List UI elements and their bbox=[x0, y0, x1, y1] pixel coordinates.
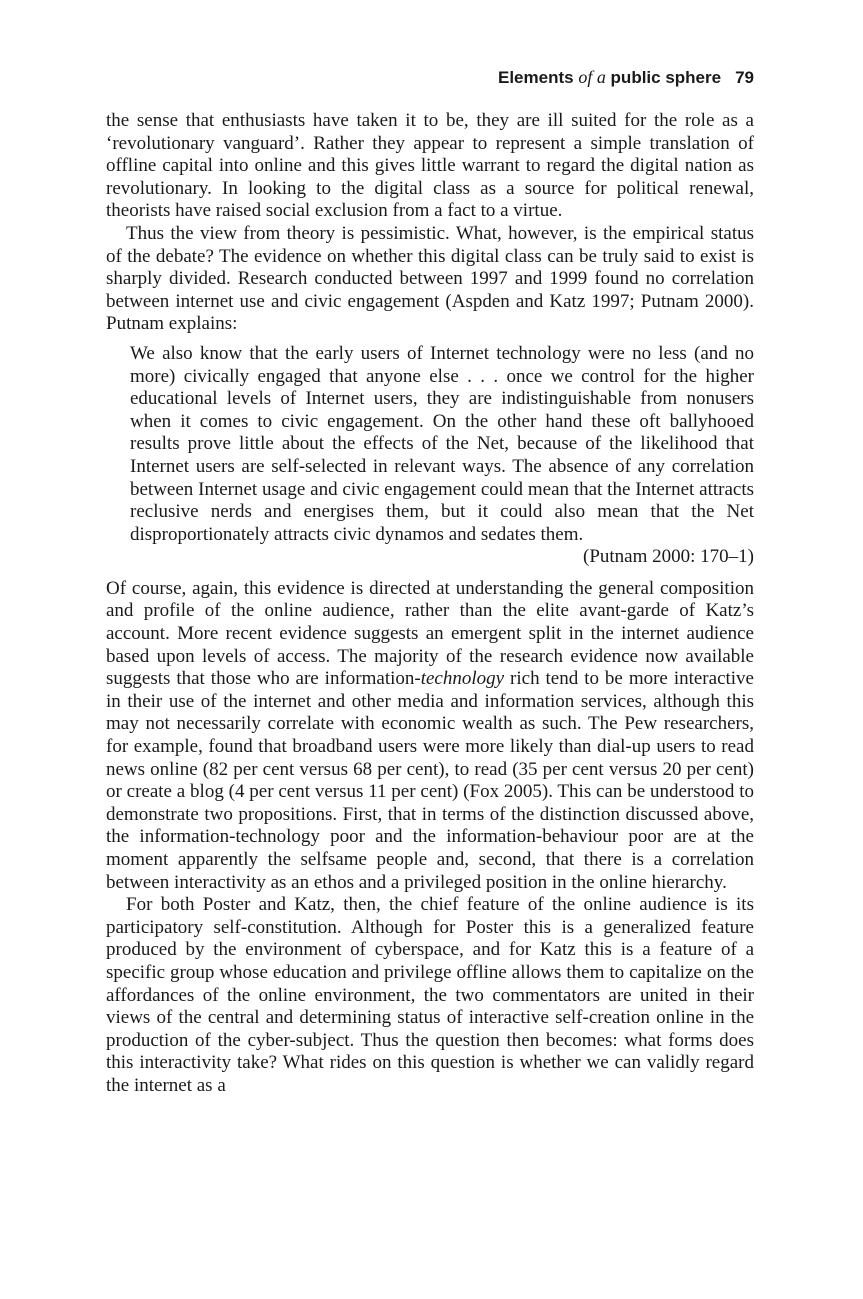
body-text bbox=[106, 110, 754, 1098]
running-head-title-start: Elements bbox=[498, 68, 579, 87]
paragraph-3-part-1: Of course, again, this evidence is directed at understanding the general composition and profile of the online audience, rather than the elite avant-garde of Katz’s account. More recent evidence suggests an emergent split in the internet audience based upon levels of access. The majority of the research evidence now available suggests that those who are information- bbox=[106, 577, 754, 690]
paragraph-3 bbox=[106, 578, 754, 894]
book-page bbox=[106, 66, 754, 1098]
running-head-title bbox=[498, 68, 721, 87]
paragraph-1: the sense that enthusiasts have taken it to be, they are ill suited for the role as a ‘revolutionary vanguard’. Rather they appear to represent a simple translation of offline capital into online and this gives little warrant to regard the digital nation as revolutionary. In looking to the digital class as a source for political renewal, theorists have raised social exclusion from a fact to a virtue. bbox=[106, 110, 754, 222]
running-head bbox=[106, 66, 754, 88]
paragraph-3-italic-word: technology bbox=[420, 668, 505, 690]
paragraph-2: Thus the view from theory is pessimistic. What, however, is the empirical status of the debate? The evidence on whether this digital class can be truly said to exist is sharply divided. Research conducted between 1997 and 1999 found no correlation between internet use and civic engagement (Aspden and Katz 1997; Putnam 2000). Putnam explains: bbox=[106, 222, 754, 335]
paragraph-4: For both Poster and Katz, then, the chief feature of the online audience is its participatory self-constitution. Although for Poster this is a generalized feature produced by the environment of cyberspace, and for Katz this is a feature of a specific group whose education and privilege offline allows them to capitalize on the affordances of the online environment, the two commentators are united in their views of the central and determining status of interactive self-creation online in the production of the cyber-subject. Thus the question then becomes: what forms does this interactivity take? What rides on this question is whether we can validly regard the internet as a bbox=[106, 894, 754, 1096]
paragraph-3-part-2: rich tend to be more interactive in their use of the internet and other media and information services, although this may not necessarily correlate with economic wealth as such. The Pew researchers, for example, found that broadband users were more likely than dial-up users to read news online (82 per cent versus 68 per cent), to read (35 per cent versus 20 per cent) or create a blog (4 per cent versus 11 per cent) (Fox 2005). This can be understood to demonstrate two propositions. First, that in terms of the distinction discussed above, the information-technology poor and the information-behaviour poor are at the moment apparently the selfsame people and, second, that there is a correlation between interactivity as an ethos and a privileged position in the online hierarchy. bbox=[106, 668, 754, 893]
page-number: 79 bbox=[735, 68, 754, 87]
quote-citation: (Putnam 2000: 170–1) bbox=[583, 546, 754, 568]
running-head-title-italic: of a bbox=[578, 67, 606, 87]
running-head-title-end: public sphere bbox=[605, 68, 722, 87]
block-quote bbox=[130, 343, 754, 569]
quote-text: We also know that the early users of Internet technology were no less (and no more) civically engaged that anyone else . . . once we control for the higher educational levels of Internet users, they are indistinguishable from nonusers when it comes to civic engagement. On the other hand these oft ballyhooed results prove little about the effects of the Net, because of the likelihood that Internet users are self-selected in relevant ways. The absence of any correlation between Internet usage and civic engagement could mean that the Internet attracts reclusive nerds and energises them, but it could also mean that the Net disproportionately attracts civic dynamos and sedates them. bbox=[130, 342, 754, 545]
